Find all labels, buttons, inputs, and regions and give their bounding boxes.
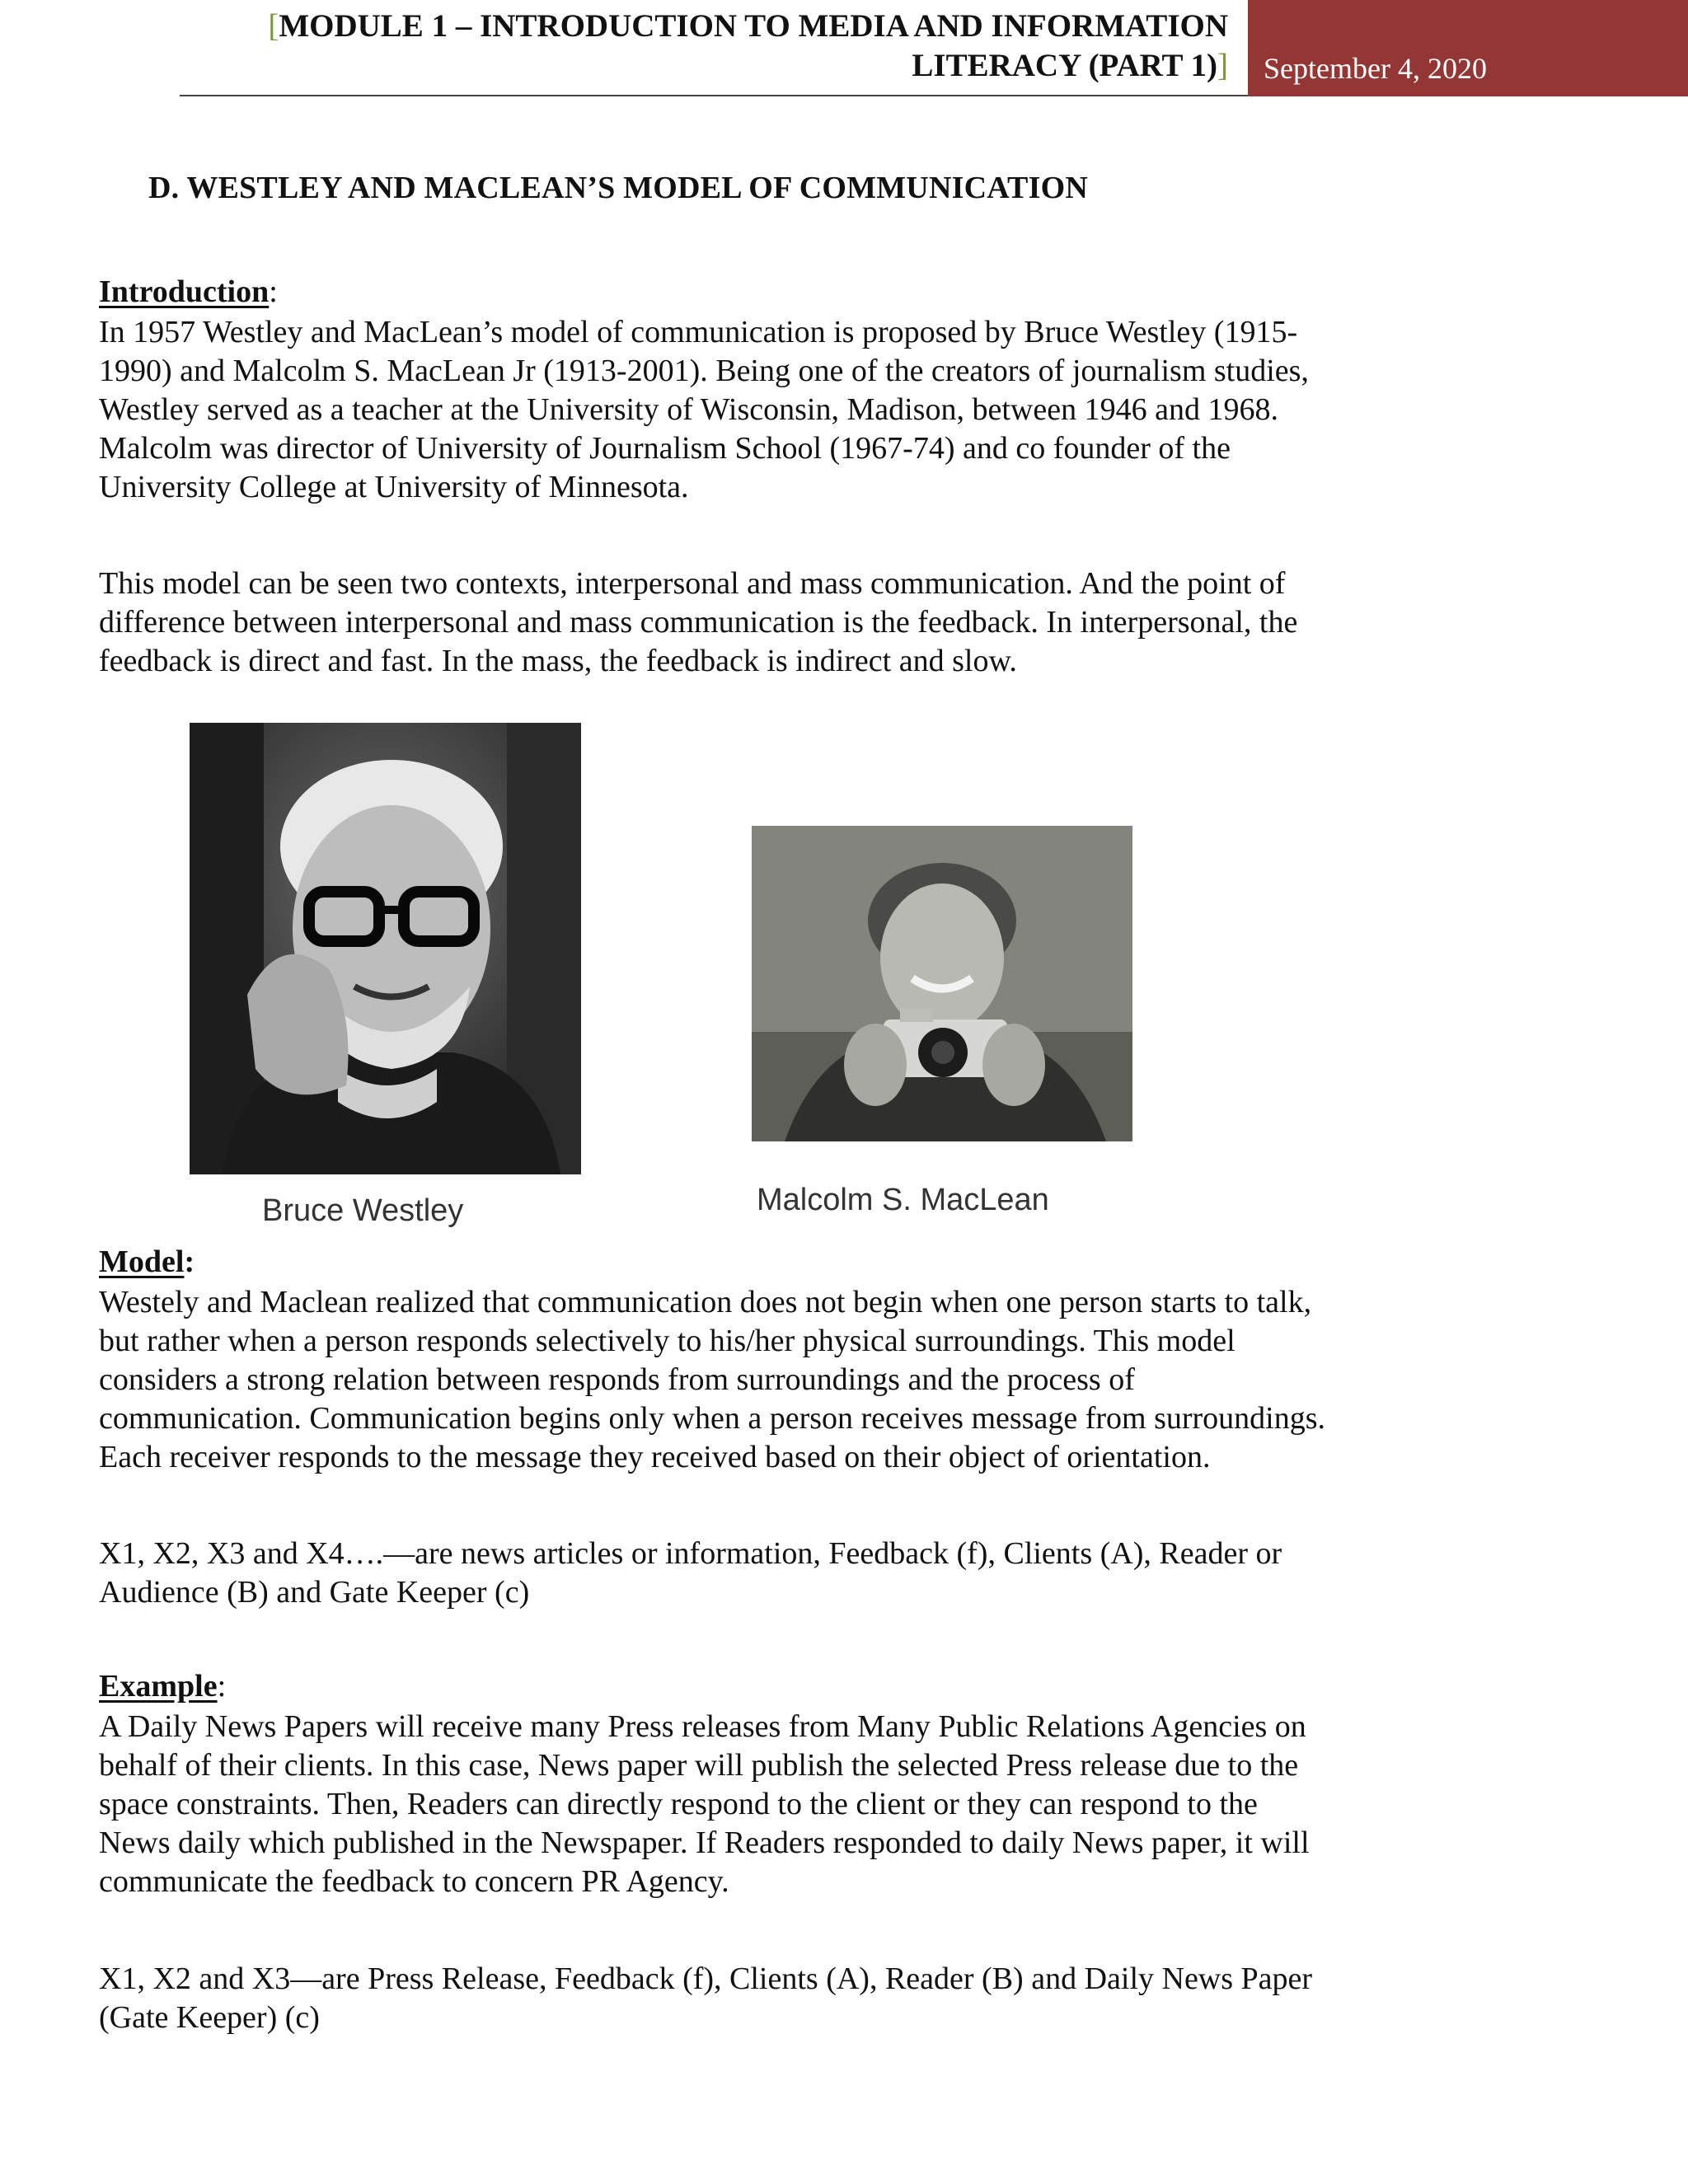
- introduction-label: [99, 274, 278, 310]
- text-line: communication. Communication begins only when a person receives message from surroundings.: [99, 1401, 1326, 1436]
- header-title-line-2: [165, 46, 1228, 86]
- text-line: (Gate Keeper) (c): [99, 2000, 320, 2035]
- text-line: considers a strong relation between responds from surroundings and the process of: [99, 1362, 1135, 1397]
- text-line: News daily which published in the Newspaper. If Readers responded to daily News paper, it will: [99, 1825, 1310, 1860]
- header-title-line-1: [165, 7, 1228, 46]
- text-line: Audience (B) and Gate Keeper (c): [99, 1575, 530, 1610]
- malcolm-maclean-photo: [752, 826, 1132, 1141]
- header-title-text-1: MODULE 1 – INTRODUCTION TO MEDIA AND INFORMATION: [279, 8, 1228, 44]
- header-bracket-open: [: [268, 8, 279, 44]
- malcolm-maclean-caption: Malcolm S. MacLean: [757, 1183, 1049, 1217]
- bruce-westley-caption: Bruce Westley: [262, 1193, 464, 1228]
- example-label: [99, 1668, 226, 1704]
- header-rule: [180, 95, 1248, 96]
- text-line: but rather when a person responds selectively to his/her physical surroundings. This model: [99, 1324, 1236, 1358]
- text-line: Westely and Maclean realized that communication does not begin when one person starts to talk,: [99, 1285, 1312, 1319]
- example-paragraph-2: [99, 1960, 1500, 2037]
- example-label-colon: :: [217, 1669, 227, 1704]
- text-line: Westley served as a teacher at the University of Wisconsin, Madison, between 1946 and 1968.: [99, 392, 1278, 427]
- text-line: University College at University of Minnesota.: [99, 470, 689, 504]
- text-line: behalf of their clients. In this case, News paper will publish the selected Press release due to the: [99, 1748, 1299, 1783]
- introduction-label-colon: :: [269, 274, 278, 309]
- text-line: Each receiver responds to the message they received based on their object of orientation.: [99, 1440, 1211, 1474]
- example-label-text: Example: [99, 1669, 218, 1704]
- text-line: space constraints. Then, Readers can directly respond to the client or they can respond to the: [99, 1787, 1258, 1821]
- text-line: difference between interpersonal and mass communication is the feedback. In interpersonal, the: [99, 605, 1298, 640]
- text-line: Malcolm was director of University of Journalism School (1967-74) and co founder of the: [99, 431, 1231, 466]
- text-line: This model can be seen two contexts, interpersonal and mass communication. And the point of: [99, 566, 1286, 601]
- model-label: [99, 1244, 195, 1280]
- model-label-colon: :: [184, 1244, 195, 1279]
- introduction-label-text: Introduction: [99, 274, 270, 309]
- section-heading: D. WESTLEY AND MACLEAN’S MODEL OF COMMUNICATION: [148, 171, 1088, 205]
- text-line: feedback is direct and fast. In the mass, the feedback is indirect and slow.: [99, 644, 1017, 678]
- model-label-text: Model: [99, 1244, 185, 1279]
- header-bracket-close: ]: [1217, 48, 1228, 83]
- example-paragraph-1: [99, 1708, 1500, 1901]
- header-title-text-2: LITERACY (PART 1): [912, 48, 1217, 83]
- model-paragraph-2: [99, 1535, 1500, 1612]
- document-header-title: [165, 7, 1228, 86]
- bruce-westley-photo: [190, 723, 581, 1174]
- text-line: communicate the feedback to concern PR Agency.: [99, 1864, 729, 1899]
- introduction-paragraph-1: [99, 313, 1500, 507]
- text-line: X1, X2 and X3—are Press Release, Feedback (f), Clients (A), Reader (B) and Daily News Paper: [99, 1961, 1313, 1996]
- text-line: X1, X2, X3 and X4….—are news articles or information, Feedback (f), Clients (A), Reader or: [99, 1536, 1282, 1571]
- text-line: 1990) and Malcolm S. MacLean Jr (1913-2001). Being one of the creators of journalism studies,: [99, 354, 1309, 388]
- model-paragraph-1: [99, 1283, 1500, 1477]
- text-line: A Daily News Papers will receive many Press releases from Many Public Relations Agencies on: [99, 1709, 1306, 1744]
- introduction-paragraph-2: [99, 565, 1500, 681]
- header-date: September 4, 2020: [1264, 52, 1487, 85]
- text-line: In 1957 Westley and MacLean’s model of communication is proposed by Bruce Westley (1915-: [99, 315, 1298, 349]
